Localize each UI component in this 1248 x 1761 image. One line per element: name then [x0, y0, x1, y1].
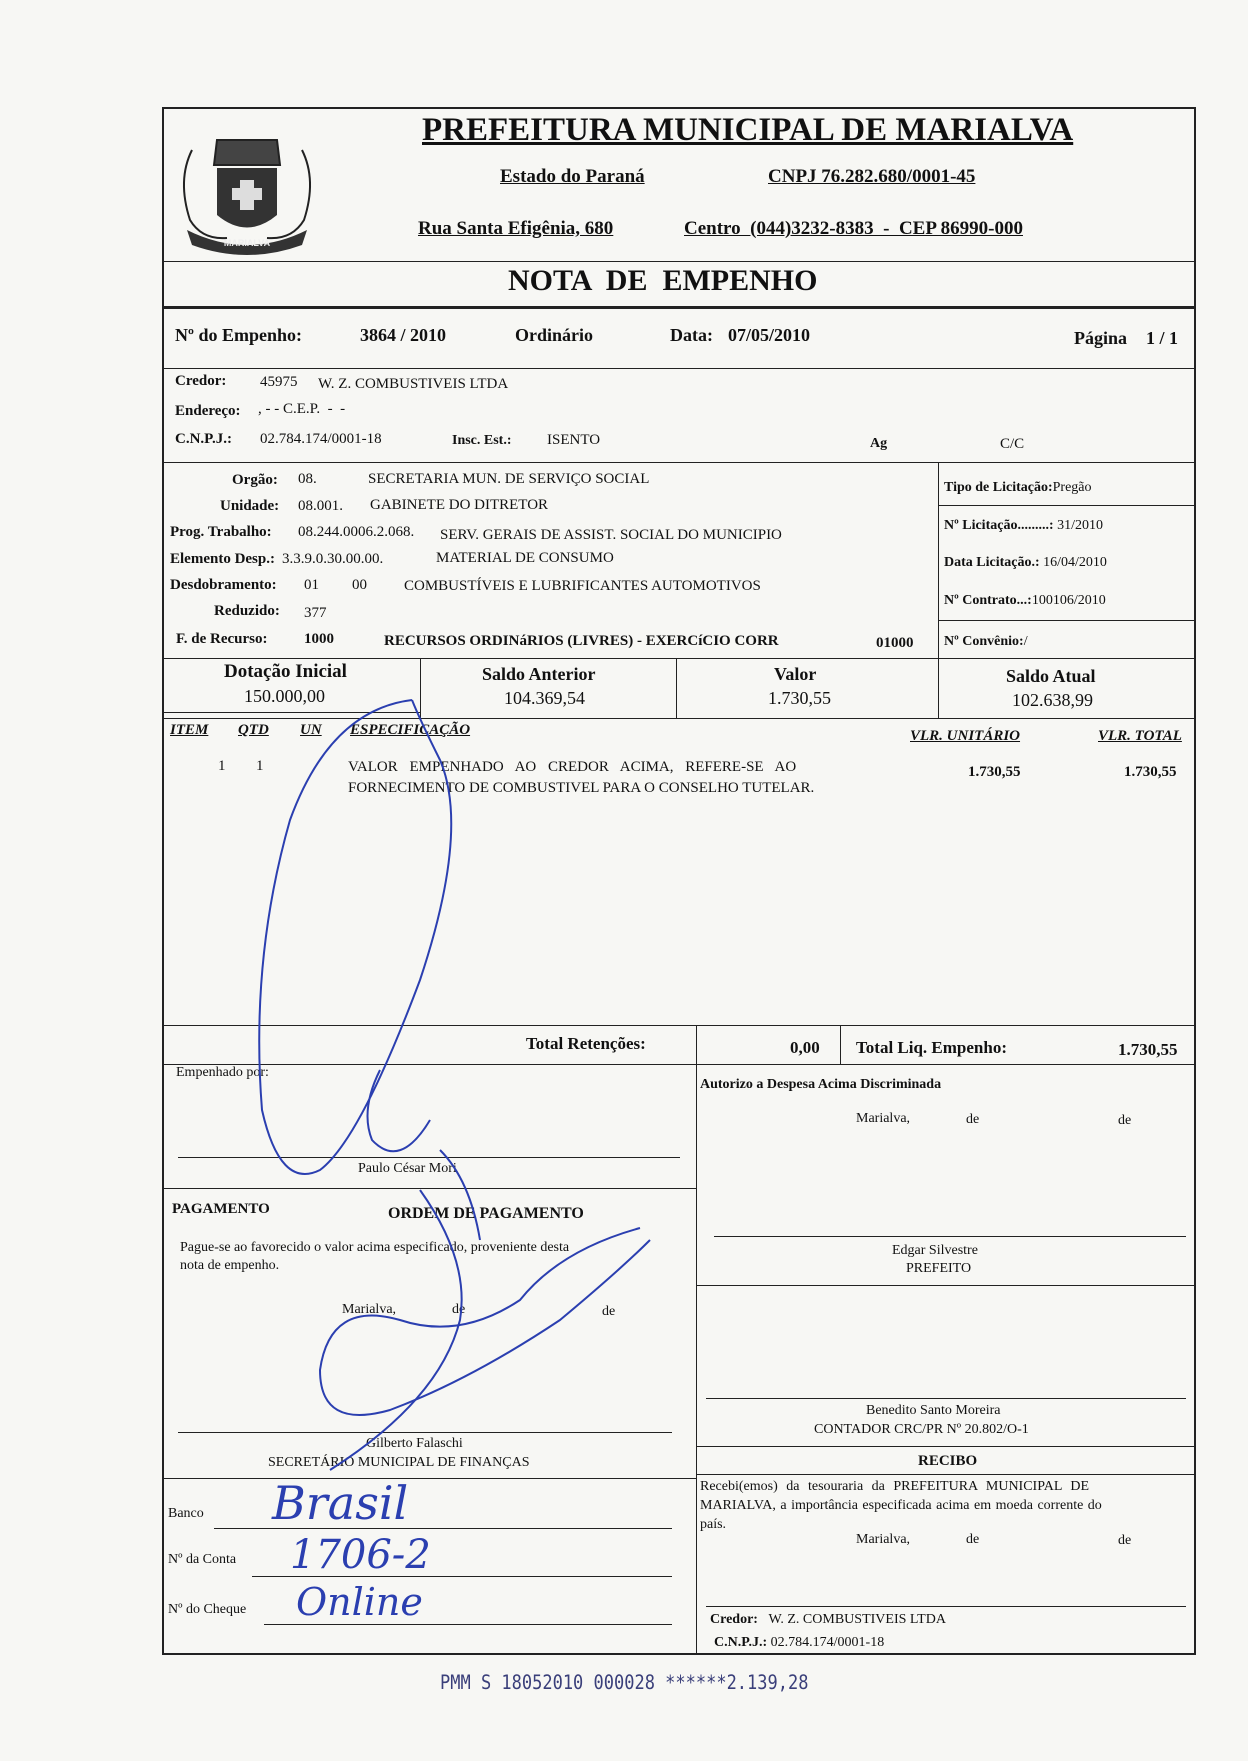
ordem-pagamento-title: ORDEM DE PAGAMENTO	[388, 1205, 584, 1222]
total-retencoes-label: Total Retenções:	[526, 1034, 646, 1053]
autorizo-de-2: de	[1118, 1113, 1132, 1128]
recibo-cnpj-value: 02.784.174/0001-18	[770, 1635, 885, 1650]
prefeito-signer: Edgar Silvestre	[892, 1243, 978, 1258]
row-unit: 1.730,55	[968, 764, 1021, 780]
convenio-value: /	[1023, 634, 1028, 649]
recibo-city: Marialva,	[856, 1532, 911, 1547]
page-number: 1 / 1	[1146, 328, 1179, 348]
banco-handwritten: Brasil	[272, 1476, 409, 1530]
contrato-value: 100106/2010	[1031, 593, 1106, 608]
recurso-sub: 01000	[876, 635, 914, 651]
col-qtd: QTD	[238, 722, 269, 738]
recibo-de-2: de	[1118, 1533, 1132, 1548]
empenhado-label: Empenhado por:	[176, 1065, 269, 1080]
row-spec-line2: FORNECIMENTO DE COMBUSTIVEL PARA O CONSELHO TUTELAR.	[348, 780, 815, 796]
orgao-code: 08.	[298, 471, 317, 487]
recurso-name: RECURSOS ORDINáRIOS (LIVRES) - EXERCíCIO CORR	[384, 633, 779, 649]
total-retencoes-value: 0,00	[790, 1038, 820, 1057]
prog-code: 08.244.0006.2.068.	[298, 524, 415, 540]
elemento-name: MATERIAL DE CONSUMO	[436, 550, 614, 566]
contrato	[944, 593, 1106, 609]
dotacao-label: Dotação Inicial	[224, 661, 347, 682]
licitacao-data-value: 16/04/2010	[1043, 555, 1107, 570]
unidade-name: GABINETE DO DITRETOR	[370, 497, 549, 513]
banco-label: Banco	[168, 1506, 204, 1521]
municipality-title: PREFEITURA MUNICIPAL DE MARIALVA	[422, 112, 1074, 148]
recibo-line-3: país.	[700, 1517, 727, 1532]
credor-code: 45975	[260, 374, 298, 390]
saldo-atual-value: 102.638,99	[1012, 690, 1093, 710]
empenho-number-label: Nº do Empenho:	[175, 325, 302, 345]
pagamento-de-1: de	[452, 1302, 466, 1317]
cheque-label: Nº do Cheque	[168, 1602, 247, 1617]
pagamento-city: Marialva,	[342, 1302, 397, 1317]
cc-label: C/C	[1000, 436, 1025, 452]
saldo-atual-label: Saldo Atual	[1006, 666, 1096, 686]
orgao-name: SECRETARIA MUN. DE SERVIÇO SOCIAL	[368, 471, 650, 487]
row-item: 1	[218, 758, 226, 774]
valor-value: 1.730,55	[768, 688, 831, 708]
credor-name: W. Z. COMBUSTIVEIS LTDA	[318, 376, 509, 392]
endereco-value: , - - C.E.P. - -	[258, 401, 346, 417]
recibo-credor	[710, 1612, 946, 1628]
col-especificacao: ESPECIFICAÇÃO	[350, 722, 471, 738]
empenhado-signer: Paulo César Mori	[358, 1161, 457, 1176]
cheque-handwritten: Online	[296, 1580, 423, 1624]
empenho-number: 3864 / 2010	[360, 325, 447, 345]
recibo-de-1: de	[966, 1532, 980, 1547]
orgao-label: Orgão:	[232, 472, 278, 488]
recurso-code: 1000	[304, 631, 334, 647]
conta-handwritten: 1706-2	[290, 1532, 431, 1578]
licitacao-tipo-label: Tipo de Licitação:	[944, 480, 1053, 495]
total-liq-label: Total Liq. Empenho:	[856, 1038, 1007, 1057]
endereco-label: Endereço:	[175, 403, 241, 419]
address-district-phone: Centro (044)3232-8383 - CEP 86990-000	[684, 218, 1023, 239]
ag-label: Ag	[870, 436, 888, 451]
pagamento-text-1: Pague-se ao favorecido o valor acima especificado, proveniente desta	[180, 1240, 570, 1255]
autorizo-city: Marialva,	[856, 1111, 911, 1126]
pagamento-label: PAGAMENTO	[172, 1201, 270, 1217]
document-title: NOTA DE EMPENHO	[508, 264, 818, 297]
convenio	[944, 634, 1028, 650]
autorizo-de-1: de	[966, 1112, 980, 1127]
insc-value: ISENTO	[547, 432, 601, 448]
licitacao-data	[944, 555, 1107, 571]
licitacao-numero-label: Nº Licitação.........:	[944, 518, 1054, 533]
insc-label: Insc. Est.:	[452, 433, 512, 448]
licitacao-numero	[944, 518, 1103, 534]
dotacao-value: 150.000,00	[244, 686, 325, 706]
recurso-label: F. de Recurso:	[176, 631, 268, 647]
col-vlr-total: VLR. TOTAL	[1098, 728, 1182, 744]
recibo-line-1: Recebi(emos) da tesouraria da PREFEITURA MUNICIPAL DE	[700, 1479, 1090, 1494]
recibo-line-2: MARIALVA, a importância especificada acima em moeda corrente do	[700, 1498, 1102, 1513]
elemento-label: Elemento Desp.:	[170, 551, 275, 567]
desdobramento-a: 01	[304, 577, 319, 593]
licitacao-tipo-value: Pregão	[1052, 480, 1092, 495]
row-spec-line1: VALOR EMPENHADO AO CREDOR ACIMA, REFERE-SE AO	[348, 759, 797, 775]
col-item: ITEM	[170, 722, 209, 738]
cnpj-label: C.N.P.J.:	[175, 431, 232, 447]
col-un: UN	[300, 722, 322, 738]
total-liq-value: 1.730,55	[1118, 1040, 1178, 1059]
unidade-code: 08.001.	[298, 498, 343, 514]
reduzido-value: 377	[304, 605, 327, 621]
recibo-credor-value: W. Z. COMBUSTIVEIS LTDA	[768, 1612, 946, 1627]
licitacao-data-label: Data Licitação.:	[944, 555, 1040, 570]
contrato-label: Nº Contrato...:	[944, 593, 1032, 608]
reduzido-label: Reduzido:	[214, 603, 280, 619]
recibo-cnpj-label: C.N.P.J.:	[714, 1635, 768, 1650]
recibo-title: RECIBO	[918, 1453, 978, 1469]
convenio-label: Nº Convênio:	[944, 634, 1024, 649]
row-total: 1.730,55	[1124, 764, 1177, 780]
crest-lettering: MARIALVA	[223, 238, 271, 248]
contador-role: CONTADOR CRC/PR Nº 20.802/O-1	[814, 1422, 1029, 1437]
autorizo-title: Autorizo a Despesa Acima Discriminada	[700, 1077, 942, 1092]
row-qtd: 1	[256, 758, 264, 774]
address-street: Rua Santa Efigênia, 680	[418, 218, 614, 239]
pagamento-de-2: de	[602, 1304, 616, 1319]
recibo-cnpj	[714, 1635, 884, 1651]
credor-cnpj: 02.784.174/0001-18	[260, 431, 382, 447]
prog-label: Prog. Trabalho:	[170, 524, 272, 540]
licitacao-tipo	[944, 480, 1092, 496]
state-name: Estado do Paraná	[500, 166, 645, 187]
empenho-date: 07/05/2010	[728, 325, 811, 345]
licitacao-numero-value: 31/2010	[1057, 518, 1103, 533]
contador-signer: Benedito Santo Moreira	[866, 1403, 1001, 1418]
prog-name: SERV. GERAIS DE ASSIST. SOCIAL DO MUNICIPIO	[440, 527, 782, 543]
valor-label: Valor	[774, 664, 817, 684]
elemento-code: 3.3.9.0.30.00.00.	[282, 551, 384, 567]
pagamento-text-2: nota de empenho.	[180, 1258, 280, 1273]
credor-label: Credor:	[175, 373, 227, 389]
empenho-type: Ordinário	[515, 325, 594, 345]
desdobramento-label: Desdobramento:	[170, 577, 277, 593]
desdobramento-name: COMBUSTÍVEIS E LUBRIFICANTES AUTOMOTIVOS	[404, 578, 761, 594]
desdobramento-b: 00	[352, 577, 367, 593]
financas-role: SECRETÁRIO MUNICIPAL DE FINANÇAS	[268, 1455, 530, 1470]
conta-label: Nº da Conta	[168, 1552, 237, 1567]
page-label: Página	[1074, 328, 1128, 348]
financas-signer: Gilberto Falaschi	[366, 1436, 463, 1451]
recibo-credor-label: Credor:	[710, 1612, 758, 1627]
cnpj-prefeitura: CNPJ 76.282.680/0001-45	[768, 166, 976, 187]
prefeito-role: PREFEITO	[906, 1261, 972, 1276]
col-vlr-unitario: VLR. UNITÁRIO	[910, 728, 1021, 744]
cash-register-stamp: PMM S 18052010 000028 ******2.139,28	[440, 1671, 809, 1695]
unidade-label: Unidade:	[220, 498, 280, 514]
saldo-anterior-label: Saldo Anterior	[482, 664, 596, 684]
empenho-date-label: Data:	[670, 325, 713, 345]
saldo-anterior-value: 104.369,54	[504, 688, 585, 708]
